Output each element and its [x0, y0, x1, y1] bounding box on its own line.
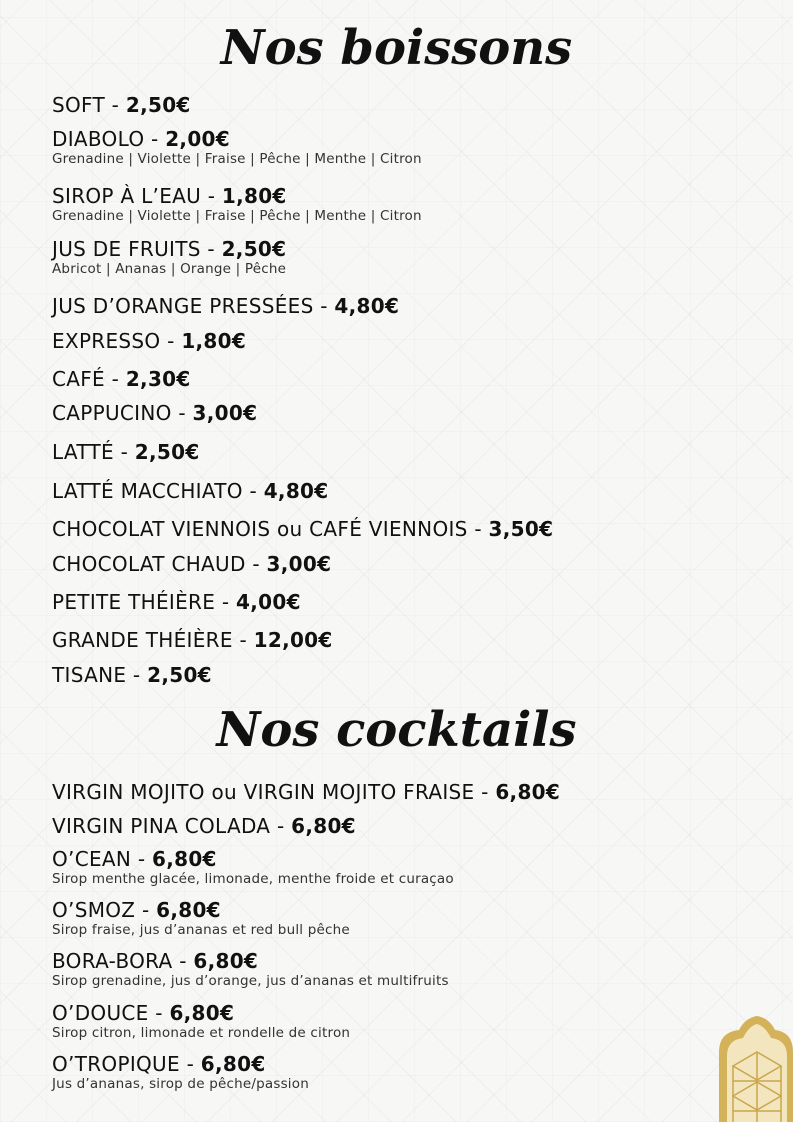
menu-item-sirop-a-leau: SIROP À L’EAU - 1,80€ Grenadine | Violette | Fraise | Pêche | Menthe | Citron — [52, 184, 422, 224]
item-description: Sirop fraise, jus d’ananas et red bull pêche — [52, 922, 350, 938]
menu-item-cafe: CAFÉ - 2,30€ — [52, 367, 191, 391]
menu-item-virgin-mojito: VIRGIN MOJITO ou VIRGIN MOJITO FRAISE - 6,80€ — [52, 780, 561, 804]
menu-item-cappucino: CAPPUCINO - 3,00€ — [52, 401, 258, 425]
menu-item-chocolat-viennois: CHOCOLAT VIENNOIS ou CAFÉ VIENNOIS - 3,50€ — [52, 517, 554, 541]
item-description: Sirop grenadine, jus d’orange, jus d’ananas et multifruits — [52, 973, 449, 989]
item-description: Grenadine | Violette | Fraise | Pêche | Menthe | Citron — [52, 151, 422, 167]
menu-item-latte: LATTÉ - 2,50€ — [52, 440, 200, 464]
menu-item-expresso: EXPRESSO - 1,80€ — [52, 329, 247, 353]
menu-item-latte-macchiato: LATTÉ MACCHIATO - 4,80€ — [52, 479, 329, 503]
menu-item-odouce: O’DOUCE - 6,80€ Sirop citron, limonade et rondelle de citron — [52, 1001, 351, 1041]
item-description: Abricot | Ananas | Orange | Pêche — [52, 261, 287, 277]
item-description: Sirop menthe glacée, limonade, menthe froide et curaçao — [52, 871, 454, 887]
menu-item-jus-dorange: JUS D’ORANGE PRESSÉES - 4,80€ — [52, 294, 400, 318]
item-description: Grenadine | Violette | Fraise | Pêche | Menthe | Citron — [52, 208, 422, 224]
menu-item-osmoz: O’SMOZ - 6,80€ Sirop fraise, jus d’ananas et red bull pêche — [52, 898, 350, 938]
item-description: Jus d’ananas, sirop de pêche/passion — [52, 1076, 309, 1092]
menu-item-soft: SOFT - 2,50€ — [52, 93, 191, 117]
menu-item-diabolo: DIABOLO - 2,00€ Grenadine | Violette | Fraise | Pêche | Menthe | Citron — [52, 127, 422, 167]
menu-item-otropique: O’TROPIQUE - 6,80€ Jus d’ananas, sirop de pêche/passion — [52, 1052, 309, 1092]
menu-item-petite-theiere: PETITE THÉIÈRE - 4,00€ — [52, 590, 301, 614]
menu-item-grande-theiere: GRANDE THÉIÈRE - 12,00€ — [52, 628, 333, 652]
menu-item-jus-de-fruits: JUS DE FRUITS - 2,50€ Abricot | Ananas | Orange | Pêche — [52, 237, 287, 277]
item-description: Sirop citron, limonade et rondelle de citron — [52, 1025, 351, 1041]
menu-item-bora-bora: BORA-BORA - 6,80€ Sirop grenadine, jus d’orange, jus d’ananas et multifruits — [52, 949, 449, 989]
menu-item-virgin-pina-colada: VIRGIN PINA COLADA - 6,80€ — [52, 814, 356, 838]
menu-item-ocean: O’CEAN - 6,80€ Sirop menthe glacée, limonade, menthe froide et curaçao — [52, 847, 454, 887]
menu-item-chocolat-chaud: CHOCOLAT CHAUD - 3,00€ — [52, 552, 332, 576]
boissons-title: Nos boissons — [220, 20, 573, 76]
moroccan-arch-ornament-icon — [713, 1012, 793, 1122]
cocktails-title: Nos cocktails — [216, 702, 577, 758]
menu-item-tisane: TISANE - 2,50€ — [52, 663, 212, 687]
